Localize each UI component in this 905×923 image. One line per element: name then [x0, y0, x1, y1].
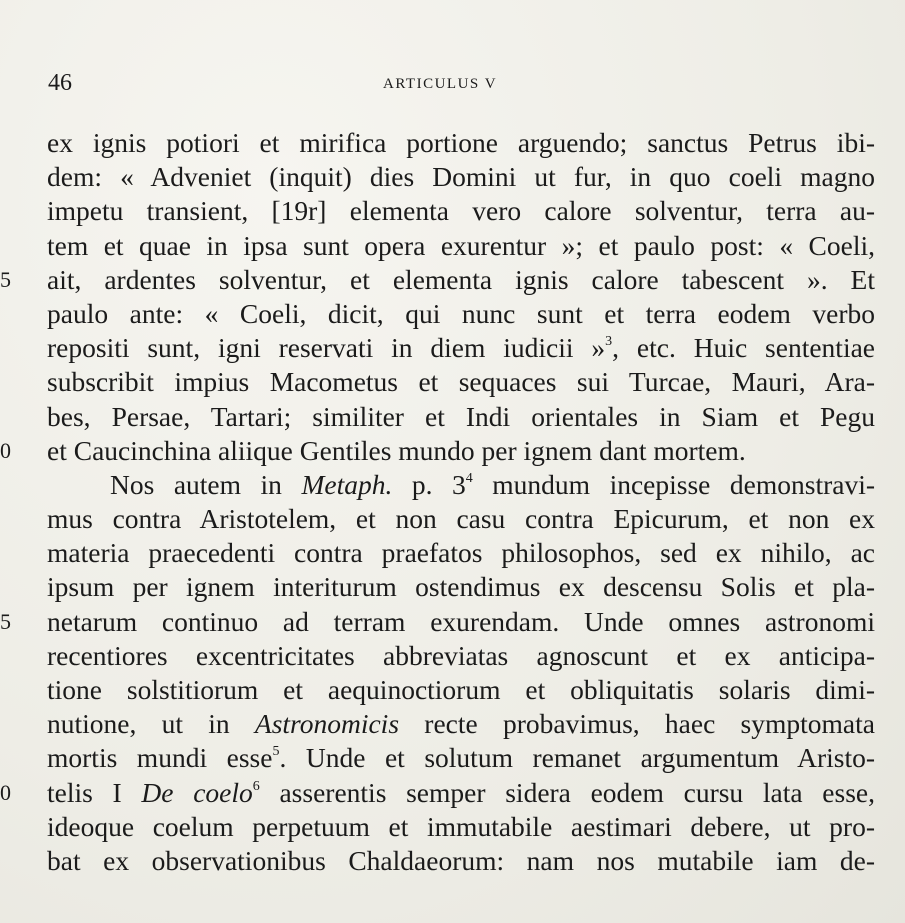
text-line: paulo ante: « Coeli, dicit, qui nunc sunt et terra eodem verbo	[47, 297, 875, 329]
text-line: recentiores excentricitates abbreviatas agnoscunt et ex anticipa-	[47, 639, 875, 671]
text-line: 0 et Caucinchina aliique Gentiles mundo per ignem dant mortem.	[47, 434, 875, 468]
text-line: ex ignis potiori et mirifica portione arguendo; sanctus Petrus ibi-	[47, 127, 875, 158]
text-line: impetu transient, [19r] elementa vero calore solventur, terra au-	[47, 195, 875, 227]
text-line: ideoque coelum perpetuum et immutabile aestimari debere, ut pro-	[47, 810, 875, 842]
text-line: 5 netarum continuo ad terram exurendam. Unde omnes astronomi	[47, 605, 875, 639]
text-line: bat ex observationibus Chaldaeorum: nam nos mutabile iam de-	[47, 844, 875, 876]
margin-line-number: 5	[0, 266, 11, 292]
footnote-ref: 5	[272, 744, 280, 760]
text-line: tione solstitiorum et aequinoctiorum et obliquitatis solaris dimi-	[47, 674, 875, 705]
italic-title: Metaph.	[301, 468, 393, 500]
footnote-ref: 6	[252, 778, 260, 794]
text-line: bes, Persae, Tartari; similiter et Indi orientales in Siam et Pegu	[47, 400, 875, 432]
italic-title: De coelo	[141, 776, 253, 808]
running-head: ARTICULUS V	[383, 76, 498, 92]
footnote-ref: 3	[605, 334, 613, 350]
text-line: ipsum per ignem interiturum ostendimus ex descensu Solis et pla-	[47, 571, 875, 603]
margin-line-number: 0	[0, 437, 11, 463]
text-line: dem: « Adveniet (inquit) dies Domini ut fur, in quo coeli magno	[47, 161, 875, 193]
text-line: mortis mundi esse$^5$. Unde et solutum remanet argumentum Aristo-	[47, 742, 875, 774]
text-line: nutione, ut in Astronomicis recte probavimus, haec symptomata	[47, 708, 875, 740]
text-line: subscribit impius Macometus et sequaces sui Turcae, Mauri, Ara-	[47, 366, 875, 398]
italic-title: Astronomicis	[254, 708, 400, 740]
page-number: 46	[48, 70, 72, 96]
footnote-ref: 4	[465, 470, 473, 486]
margin-line-number: 5	[0, 608, 11, 634]
text-line: mus contra Aristotelem, et non casu contra Epicurum, et non ex	[47, 503, 875, 535]
text-line: repositi sunt, igni reservati in diem iudicii »$^3$, etc. Huic sententiae	[47, 332, 875, 364]
text-line: 5 ait, ardentes solventur, et elementa ignis calore tabescent ». Et	[47, 263, 875, 297]
text-line: 0 telis I De coelo$^6$ asserentis semper sidera eodem cursu lata esse,	[47, 776, 875, 810]
text-line: materia praecedenti contra praefatos philosophos, sed ex nihilo, ac	[47, 537, 875, 569]
body-text	[0, 126, 876, 878]
text-line: tem et quae in ipsa sunt opera exurentur »; et paulo post: « Coeli,	[47, 229, 875, 261]
page-header	[0, 66, 905, 102]
text-line: Nos autem in Metaph. p. $3^4$ mundum incepisse demonstravi-	[110, 468, 876, 500]
margin-line-number: 0	[0, 779, 11, 805]
